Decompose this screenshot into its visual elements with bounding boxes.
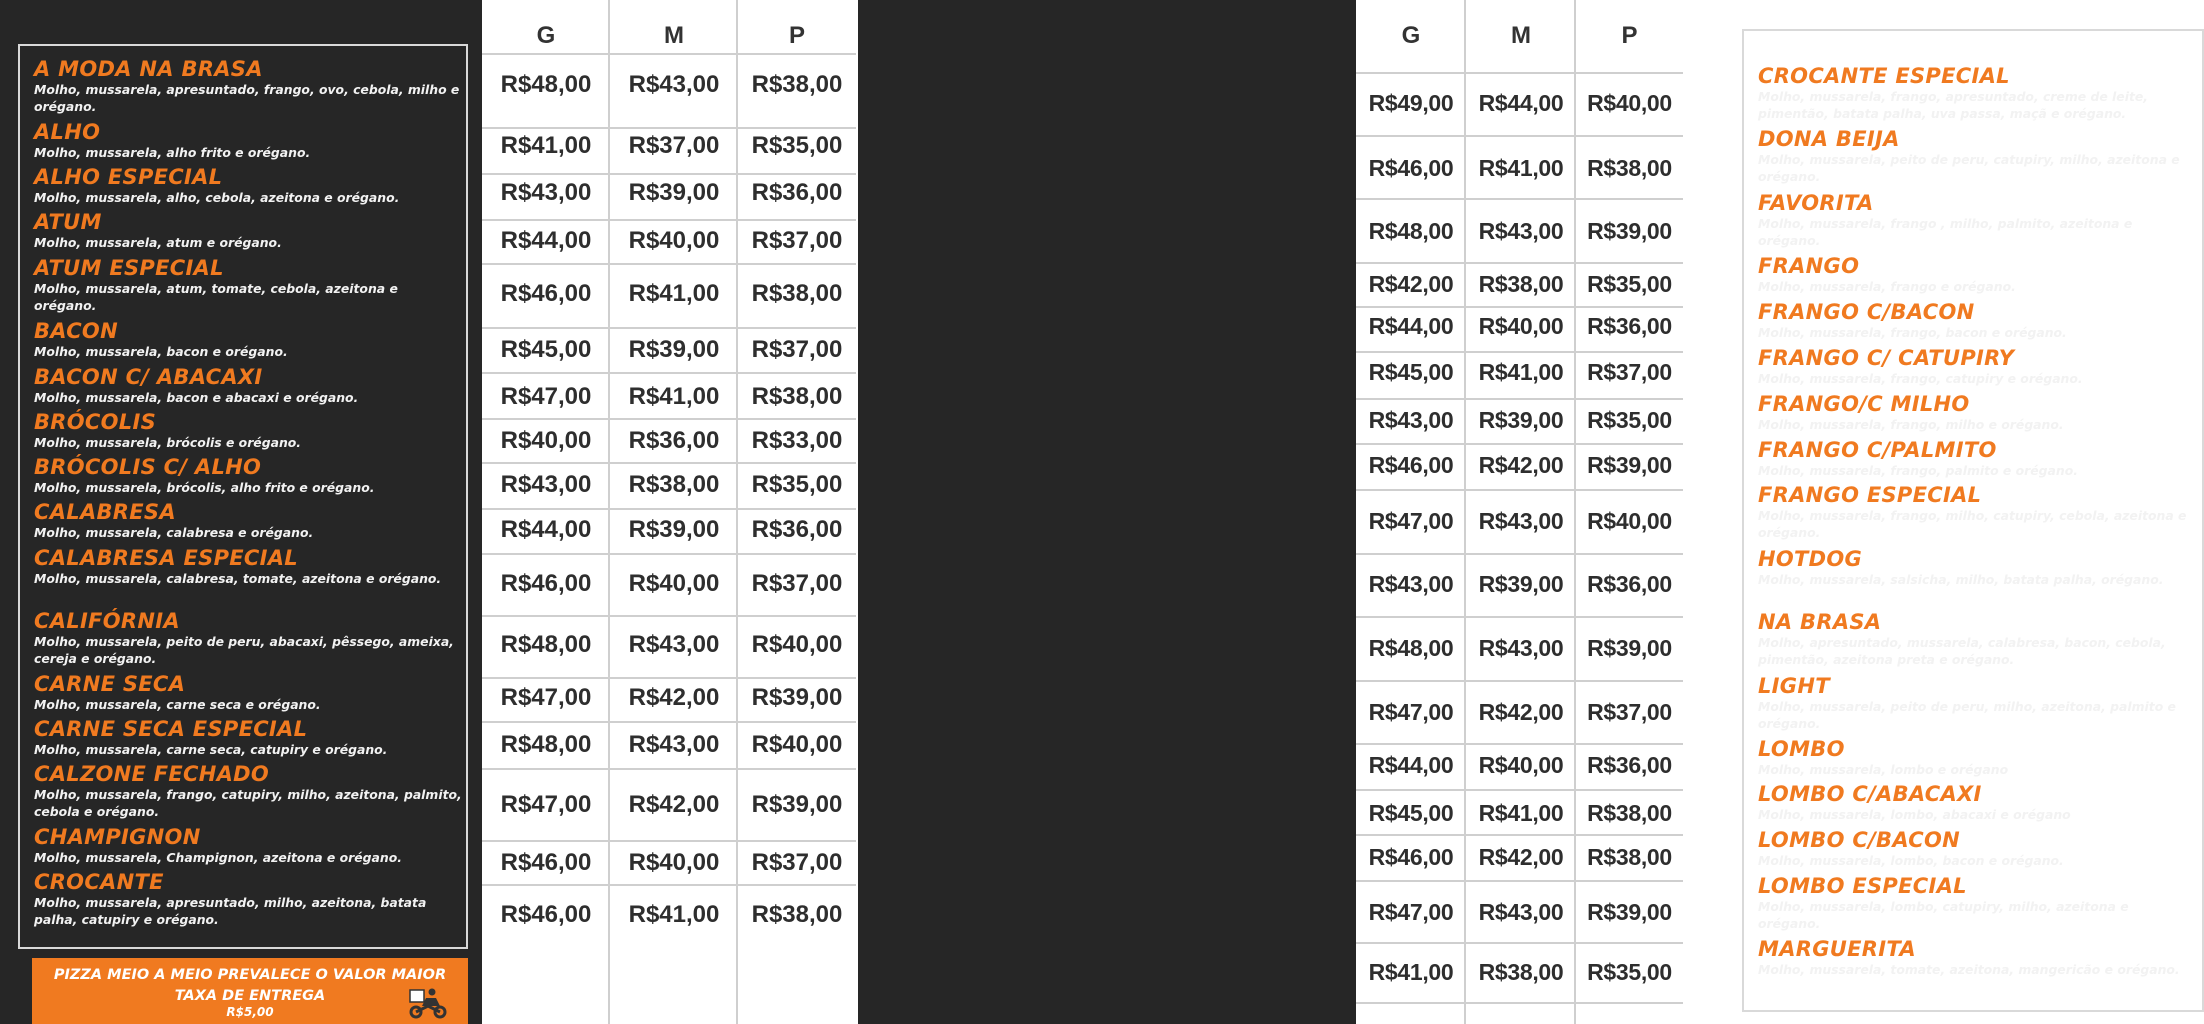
size-column-header: M bbox=[1511, 22, 1531, 49]
price-cell: R$35,00 bbox=[1587, 959, 1672, 985]
price-cell: R$42,00 bbox=[628, 684, 720, 711]
delivery-fee-label: TAXA DE ENTREGA bbox=[174, 988, 326, 1004]
pizza-name: CALABRESA bbox=[34, 500, 176, 524]
pizza-ingredients: Molho, mussarela, peito de peru, milho, azeitona, palmito e orégano. bbox=[1758, 699, 2176, 731]
menu-item bbox=[1758, 874, 2188, 932]
menu-item bbox=[34, 717, 464, 758]
price-row bbox=[1356, 745, 1683, 785]
price-cell: R$41,00 bbox=[1478, 359, 1564, 385]
price-row bbox=[1356, 837, 1683, 877]
price-row bbox=[482, 625, 856, 665]
price-row bbox=[482, 126, 856, 166]
pizza-ingredients: Molho, mussarela, lombo, abacaxi e orégano bbox=[1758, 807, 2071, 822]
menu-item bbox=[34, 546, 464, 587]
pizza-name: FRANGO C/ CATUPIRY bbox=[1758, 346, 2015, 370]
price-cell: R$38,00 bbox=[1587, 800, 1672, 826]
price-cell: R$46,00 bbox=[500, 901, 592, 928]
price-row bbox=[1356, 264, 1683, 304]
price-row bbox=[482, 678, 856, 718]
price-row bbox=[482, 330, 856, 370]
menu-item bbox=[34, 455, 464, 496]
price-row bbox=[482, 564, 856, 604]
price-row bbox=[482, 173, 856, 213]
price-row bbox=[1356, 211, 1683, 251]
pizza-name: LOMBO ESPECIAL bbox=[1758, 874, 1967, 898]
grid-row-divider bbox=[1356, 616, 1683, 618]
pizza-ingredients: Molho, mussarela, frango, milho, catupiry, cebola, azeitona e orégano. bbox=[1758, 508, 2187, 540]
menu-item bbox=[1758, 191, 2188, 249]
pizza-ingredients: Molho, mussarela, frango , milho, palmito, azeitona e orégano. bbox=[1758, 216, 2133, 248]
price-cell: R$48,00 bbox=[1368, 218, 1454, 244]
menu-item bbox=[1758, 828, 2188, 869]
price-cell: R$37,00 bbox=[1587, 359, 1672, 385]
menu-item bbox=[1758, 127, 2188, 185]
pizza-name: CALZONE FECHADO bbox=[34, 762, 270, 786]
price-cell: R$38,00 bbox=[1587, 155, 1672, 181]
pizza-name: BRÓCOLIS bbox=[34, 410, 157, 434]
pizza-name: FRANGO C/BACON bbox=[1758, 300, 1975, 324]
price-row bbox=[1356, 952, 1683, 992]
price-cell: R$46,00 bbox=[1368, 844, 1454, 870]
price-cell: R$36,00 bbox=[1587, 752, 1672, 778]
grid-row-divider bbox=[482, 327, 856, 329]
price-cell: R$39,00 bbox=[751, 684, 843, 711]
price-cell: R$47,00 bbox=[500, 383, 592, 410]
pizza-ingredients: Molho, mussarela, brócolis, alho frito e orégano. bbox=[34, 480, 375, 495]
price-cell: R$35,00 bbox=[1587, 271, 1672, 297]
size-column-header: P bbox=[1621, 22, 1638, 49]
menu-item bbox=[34, 120, 464, 161]
pizza-name: LOMBO bbox=[1758, 737, 1845, 761]
price-row bbox=[1356, 628, 1683, 668]
pizza-name: NA BRASA bbox=[1758, 610, 1882, 634]
price-cell: R$39,00 bbox=[751, 791, 843, 818]
pizza-ingredients: Molho, mussarela, bacon e orégano. bbox=[34, 344, 288, 359]
pizza-name: A MODA NA BRASA bbox=[34, 57, 263, 81]
price-row bbox=[1356, 400, 1683, 440]
pizza-ingredients: Molho, mussarela, carne seca, catupiry e orégano. bbox=[34, 742, 388, 757]
pizza-name: CARNE SECA bbox=[34, 672, 186, 696]
price-cell: R$39,00 bbox=[1587, 452, 1672, 478]
pizza-name: LIGHT bbox=[1758, 674, 1830, 698]
right-price-table bbox=[1356, 0, 1683, 1024]
price-cell: R$46,00 bbox=[1368, 155, 1454, 181]
pizza-name: ATUM ESPECIAL bbox=[34, 256, 224, 280]
price-cell: R$47,00 bbox=[1368, 699, 1454, 725]
pizza-ingredients: Molho, mussarela, apresuntado, milho, azeitona, batata palha, catupiry e orégano. bbox=[34, 895, 427, 927]
price-cell: R$48,00 bbox=[500, 631, 592, 658]
pizza-name: ATUM bbox=[34, 210, 102, 234]
half-half-notice: PIZZA MEIO A MEIO PREVALECE O VALOR MAIOR bbox=[53, 967, 447, 983]
pizza-name: FRANGO/C MILHO bbox=[1758, 392, 1970, 416]
pizza-ingredients: Molho, mussarela, Champignon, azeitona e orégano. bbox=[34, 850, 402, 865]
delivery-fee-value: R$5,00 bbox=[226, 1005, 274, 1019]
price-row bbox=[482, 725, 856, 765]
grid-row-divider bbox=[1356, 1002, 1683, 1004]
price-cell: R$39,00 bbox=[628, 336, 720, 363]
pizza-ingredients: Molho, mussarela, salsicha, milho, batata palha, orégano. bbox=[1758, 572, 2164, 587]
grid-row-divider bbox=[1356, 942, 1683, 944]
price-cell: R$37,00 bbox=[1587, 699, 1672, 725]
menu-item bbox=[1758, 782, 2188, 823]
price-cell: R$42,00 bbox=[1478, 452, 1564, 478]
price-cell: R$41,00 bbox=[1478, 155, 1564, 181]
pizza-ingredients: Molho, mussarela, alho frito e orégano. bbox=[34, 145, 311, 160]
price-row bbox=[1356, 501, 1683, 541]
price-cell: R$38,00 bbox=[628, 471, 720, 498]
pizza-ingredients: Molho, mussarela, peito de peru, catupiry, milho, azeitona e orégano. bbox=[1758, 152, 2180, 184]
grid-row-divider bbox=[482, 884, 856, 886]
grid-row-divider bbox=[1356, 789, 1683, 791]
price-cell: R$38,00 bbox=[751, 280, 843, 307]
price-cell: R$40,00 bbox=[500, 427, 592, 454]
price-cell: R$46,00 bbox=[500, 570, 592, 597]
pizza-ingredients: Molho, mussarela, atum e orégano. bbox=[34, 235, 282, 250]
price-cell: R$45,00 bbox=[1368, 800, 1454, 826]
pizza-name: CROCANTE ESPECIAL bbox=[1758, 64, 2010, 88]
price-cell: R$38,00 bbox=[751, 71, 843, 98]
pizza-ingredients: Molho, mussarela, frango, catupiry, milho, azeitona, palmito, cebola e orégano. bbox=[34, 787, 462, 819]
pizza-name: CHAMPIGNON bbox=[34, 825, 201, 849]
price-cell: R$36,00 bbox=[628, 427, 720, 454]
price-cell: R$39,00 bbox=[628, 179, 720, 206]
delivery-motorbike-icon bbox=[406, 984, 450, 1020]
grid-row-divider bbox=[1356, 489, 1683, 491]
price-cell: R$45,00 bbox=[500, 336, 592, 363]
price-cell: R$40,00 bbox=[628, 570, 720, 597]
pizza-name: CARNE SECA ESPECIAL bbox=[34, 717, 308, 741]
menu-item bbox=[1758, 392, 2188, 433]
price-row bbox=[482, 65, 856, 105]
grid-row-divider bbox=[482, 721, 856, 723]
price-cell: R$37,00 bbox=[751, 849, 843, 876]
menu-item bbox=[34, 500, 464, 541]
pizza-ingredients: Molho, mussarela, calabresa e orégano. bbox=[34, 525, 314, 540]
price-cell: R$40,00 bbox=[628, 849, 720, 876]
price-cell: R$47,00 bbox=[1368, 508, 1454, 534]
price-cell: R$39,00 bbox=[1587, 635, 1672, 661]
pizza-name: FAVORITA bbox=[1758, 191, 1874, 215]
menu-item bbox=[34, 57, 464, 115]
price-cell: R$42,00 bbox=[1368, 271, 1454, 297]
right-menu-frame bbox=[1742, 29, 2204, 1012]
grid-row-divider bbox=[1356, 680, 1683, 682]
pizza-ingredients: Molho, apresuntado, mussarela, calabresa, bacon, cebola, pimentão, azeitona preta e orégano. bbox=[1758, 635, 2166, 667]
price-cell: R$39,00 bbox=[1478, 407, 1564, 433]
price-cell: R$43,00 bbox=[500, 471, 592, 498]
pizza-ingredients: Molho, mussarela, frango e orégano. bbox=[1758, 279, 2016, 294]
grid-row-divider bbox=[1356, 553, 1683, 555]
pizza-ingredients: Molho, mussarela, carne seca e orégano. bbox=[34, 697, 321, 712]
pizza-name: FRANGO ESPECIAL bbox=[1758, 483, 1982, 507]
price-cell: R$45,00 bbox=[1368, 359, 1454, 385]
menu-item bbox=[34, 319, 464, 360]
price-cell: R$44,00 bbox=[500, 227, 592, 254]
price-cell: R$33,00 bbox=[751, 427, 843, 454]
price-cell: R$43,00 bbox=[1478, 508, 1564, 534]
pizza-name: LOMBO C/ABACAXI bbox=[1758, 782, 1982, 806]
pizza-ingredients: Molho, mussarela, frango, palmito e orégano. bbox=[1758, 463, 2078, 478]
price-row bbox=[1356, 352, 1683, 392]
price-cell: R$41,00 bbox=[500, 132, 592, 159]
price-cell: R$41,00 bbox=[628, 901, 720, 928]
grid-row-divider bbox=[482, 840, 856, 842]
price-cell: R$48,00 bbox=[500, 71, 592, 98]
menu-item bbox=[34, 762, 464, 820]
pizza-name: FRANGO bbox=[1758, 254, 1860, 278]
price-cell: R$43,00 bbox=[500, 179, 592, 206]
price-cell: R$41,00 bbox=[1478, 800, 1564, 826]
price-cell: R$36,00 bbox=[1587, 313, 1672, 339]
left-menu-frame bbox=[18, 44, 468, 949]
pizza-ingredients: Molho, mussarela, tomate, azeitona, mangericão e orégano. bbox=[1758, 962, 2180, 977]
menu-item bbox=[1758, 674, 2188, 732]
price-cell: R$43,00 bbox=[628, 731, 720, 758]
price-cell: R$44,00 bbox=[1368, 313, 1454, 339]
price-cell: R$43,00 bbox=[1368, 407, 1454, 433]
menu-item bbox=[34, 256, 464, 314]
price-cell: R$47,00 bbox=[1368, 899, 1454, 925]
size-column-header: G bbox=[1401, 22, 1421, 49]
price-cell: R$35,00 bbox=[1587, 407, 1672, 433]
grid-row-divider bbox=[482, 553, 856, 555]
menu-item bbox=[34, 609, 464, 667]
price-cell: R$38,00 bbox=[1587, 844, 1672, 870]
left-price-table bbox=[482, 0, 856, 1024]
price-row bbox=[482, 785, 856, 825]
price-cell: R$39,00 bbox=[1587, 218, 1672, 244]
pizza-name: DONA BEIJA bbox=[1758, 127, 1900, 151]
grid-row-divider bbox=[482, 263, 856, 265]
grid-row-divider bbox=[482, 462, 856, 464]
menu-item bbox=[1758, 254, 2188, 295]
pizza-name: CROCANTE bbox=[34, 870, 164, 894]
price-row bbox=[482, 510, 856, 550]
price-row bbox=[1356, 83, 1683, 123]
pizza-name: BACON bbox=[34, 319, 118, 343]
price-cell: R$43,00 bbox=[1368, 571, 1454, 597]
price-cell: R$48,00 bbox=[1368, 635, 1454, 661]
price-cell: R$36,00 bbox=[1587, 571, 1672, 597]
price-row bbox=[482, 895, 856, 935]
price-cell: R$35,00 bbox=[751, 132, 843, 159]
pizza-ingredients: Molho, mussarela, lombo, bacon e orégano. bbox=[1758, 853, 2064, 868]
price-row bbox=[482, 274, 856, 314]
pizza-ingredients: Molho, mussarela, lombo e orégano bbox=[1758, 762, 2009, 777]
price-cell: R$46,00 bbox=[500, 849, 592, 876]
pizza-ingredients: Molho, mussarela, frango, milho e orégano. bbox=[1758, 417, 2064, 432]
price-cell: R$40,00 bbox=[1478, 313, 1564, 339]
price-cell: R$41,00 bbox=[628, 280, 720, 307]
price-cell: R$41,00 bbox=[1368, 959, 1454, 985]
price-cell: R$43,00 bbox=[1478, 218, 1564, 244]
price-cell: R$42,00 bbox=[1478, 844, 1564, 870]
price-cell: R$43,00 bbox=[1478, 899, 1564, 925]
menu-item bbox=[1758, 483, 2188, 541]
left-menu-panel bbox=[0, 0, 482, 1024]
size-column-header: G bbox=[536, 22, 556, 49]
grid-row-divider bbox=[1356, 880, 1683, 882]
price-row bbox=[482, 465, 856, 505]
price-row bbox=[482, 377, 856, 417]
pizza-ingredients: Molho, mussarela, frango, catupiry e orégano. bbox=[1758, 371, 2083, 386]
menu-item bbox=[1758, 300, 2188, 341]
price-cell: R$38,00 bbox=[1478, 271, 1564, 297]
menu-item bbox=[1758, 610, 2188, 668]
price-cell: R$47,00 bbox=[500, 791, 592, 818]
delivery-notice bbox=[32, 958, 468, 1024]
menu-item bbox=[34, 870, 464, 928]
price-cell: R$38,00 bbox=[751, 383, 843, 410]
price-cell: R$44,00 bbox=[500, 516, 592, 543]
menu-item bbox=[1758, 937, 2188, 978]
price-cell: R$43,00 bbox=[1478, 635, 1564, 661]
price-cell: R$41,00 bbox=[628, 383, 720, 410]
price-cell: R$39,00 bbox=[628, 516, 720, 543]
pizza-name: FRANGO C/PALMITO bbox=[1758, 438, 1997, 462]
price-row bbox=[482, 221, 856, 261]
menu-item bbox=[1758, 547, 2188, 588]
pizza-name: BRÓCOLIS C/ ALHO bbox=[34, 455, 262, 479]
price-cell: R$47,00 bbox=[500, 684, 592, 711]
pizza-ingredients: Molho, mussarela, atum, tomate, cebola, azeitona e orégano. bbox=[34, 281, 398, 313]
grid-row-divider bbox=[1356, 198, 1683, 200]
price-cell: R$37,00 bbox=[628, 132, 720, 159]
price-row bbox=[482, 843, 856, 883]
pizza-name: MARGUERITA bbox=[1758, 937, 1916, 961]
price-cell: R$49,00 bbox=[1368, 90, 1454, 116]
price-cell: R$40,00 bbox=[1587, 508, 1672, 534]
price-cell: R$39,00 bbox=[1478, 571, 1564, 597]
menu-item bbox=[34, 165, 464, 206]
price-cell: R$40,00 bbox=[1478, 752, 1564, 778]
price-cell: R$37,00 bbox=[751, 336, 843, 363]
price-row bbox=[1356, 564, 1683, 604]
price-cell: R$42,00 bbox=[628, 791, 720, 818]
price-cell: R$36,00 bbox=[751, 179, 843, 206]
pizza-ingredients: Molho, mussarela, peito de peru, abacaxi, pêssego, ameixa, cereja e orégano. bbox=[34, 634, 454, 666]
price-row bbox=[1356, 148, 1683, 188]
price-cell: R$36,00 bbox=[751, 516, 843, 543]
price-cell: R$38,00 bbox=[751, 901, 843, 928]
pizza-ingredients: Molho, mussarela, brócolis e orégano. bbox=[34, 435, 301, 450]
pizza-name: HOTDOG bbox=[1758, 547, 1863, 571]
menu-item bbox=[34, 365, 464, 406]
grid-row-divider bbox=[1356, 72, 1683, 74]
pizza-name: LOMBO C/BACON bbox=[1758, 828, 1960, 852]
menu-item bbox=[1758, 737, 2188, 778]
grid-row-divider bbox=[482, 372, 856, 374]
grid-row-divider bbox=[482, 418, 856, 420]
menu-item bbox=[34, 210, 464, 251]
pizza-ingredients: Molho, mussarela, apresuntado, frango, ovo, cebola, milho e orégano. bbox=[34, 82, 460, 114]
price-cell: R$42,00 bbox=[1478, 699, 1564, 725]
price-row bbox=[1356, 445, 1683, 485]
price-row bbox=[1356, 306, 1683, 346]
price-cell: R$40,00 bbox=[751, 731, 843, 758]
price-cell: R$43,00 bbox=[628, 631, 720, 658]
size-column-header: M bbox=[664, 22, 684, 49]
size-column-header: P bbox=[788, 22, 805, 49]
menu-item bbox=[34, 672, 464, 713]
price-cell: R$44,00 bbox=[1368, 752, 1454, 778]
pizza-ingredients: Molho, mussarela, lombo, catupiry, milho, azeitona e orégano. bbox=[1758, 899, 2129, 931]
price-cell: R$46,00 bbox=[1368, 452, 1454, 478]
price-cell: R$46,00 bbox=[500, 280, 592, 307]
pizza-ingredients: Molho, mussarela, alho, cebola, azeitona e orégano. bbox=[34, 190, 400, 205]
price-cell: R$40,00 bbox=[751, 631, 843, 658]
pizza-ingredients: Molho, mussarela, bacon e abacaxi e orégano. bbox=[34, 390, 359, 405]
price-cell: R$38,00 bbox=[1478, 959, 1564, 985]
pizza-ingredients: Molho, mussarela, frango, apresuntado, creme de leite, pimentão, batata palha, uva passa, maçã e orégano. bbox=[1758, 89, 2148, 121]
price-cell: R$40,00 bbox=[628, 227, 720, 254]
grid-row-divider bbox=[1356, 135, 1683, 137]
price-row bbox=[482, 421, 856, 461]
pizza-name: BACON C/ ABACAXI bbox=[34, 365, 263, 389]
pizza-name: ALHO ESPECIAL bbox=[34, 165, 223, 189]
pizza-ingredients: Molho, mussarela, frango, bacon e orégano. bbox=[1758, 325, 2067, 340]
grid-row-divider bbox=[482, 768, 856, 770]
price-cell: R$37,00 bbox=[751, 570, 843, 597]
price-row bbox=[1356, 892, 1683, 932]
pizza-name: CALIFÓRNIA bbox=[34, 609, 180, 633]
price-cell: R$48,00 bbox=[500, 731, 592, 758]
price-cell: R$37,00 bbox=[751, 227, 843, 254]
pizza-name: CALABRESA ESPECIAL bbox=[34, 546, 298, 570]
menu-item bbox=[1758, 64, 2188, 122]
price-cell: R$39,00 bbox=[1587, 899, 1672, 925]
price-row bbox=[1356, 793, 1683, 833]
price-row bbox=[1356, 692, 1683, 732]
menu-item bbox=[34, 825, 464, 866]
grid-row-divider bbox=[1356, 834, 1683, 836]
grid-row-divider bbox=[482, 615, 856, 617]
pizza-ingredients: Molho, mussarela, calabresa, tomate, azeitona e orégano. bbox=[34, 571, 442, 586]
menu-item bbox=[1758, 438, 2188, 479]
menu-item bbox=[34, 410, 464, 451]
price-cell: R$44,00 bbox=[1478, 90, 1564, 116]
pizza-name: ALHO bbox=[34, 120, 101, 144]
price-cell: R$35,00 bbox=[751, 471, 843, 498]
price-cell: R$40,00 bbox=[1587, 90, 1672, 116]
price-cell: R$43,00 bbox=[628, 71, 720, 98]
menu-item bbox=[1758, 346, 2188, 387]
